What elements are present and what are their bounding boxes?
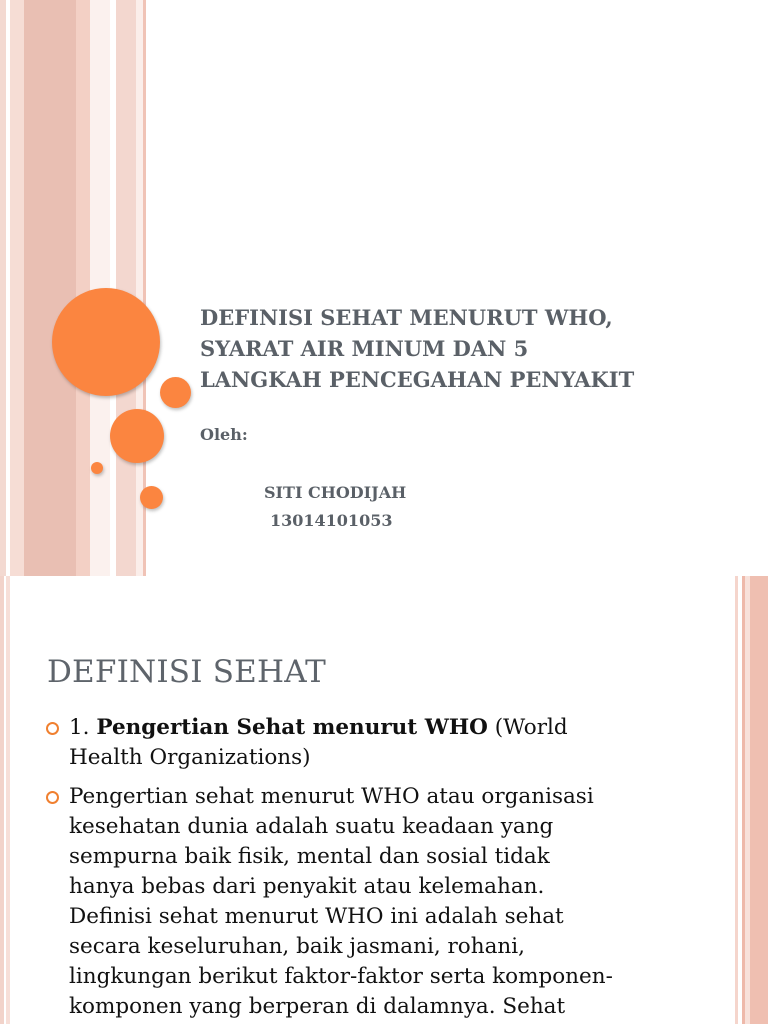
decor-circle-medium xyxy=(110,409,164,463)
decor-stripe xyxy=(24,0,76,576)
bullet-line: Pengertian sehat menurut WHO atau organisasi xyxy=(69,784,594,809)
bullet-list xyxy=(44,713,694,1031)
decor-circle-small xyxy=(140,486,163,509)
bullet-line xyxy=(69,713,694,743)
decor-stripe xyxy=(735,576,738,1024)
decor-circle-large xyxy=(52,288,160,396)
decor-circle-tiny xyxy=(91,462,103,474)
decor-stripe xyxy=(76,0,90,576)
author-name: SITI CHODIJAH xyxy=(264,483,407,502)
bullet-circle-icon xyxy=(46,791,59,804)
decor-stripe xyxy=(10,0,24,576)
bullet-line: secara keseluruhan, baik jasmani, rohani, xyxy=(69,934,525,959)
list-item xyxy=(44,782,694,1022)
bullet-line: hanya bebas dari penyakit atau kelemahan. xyxy=(69,874,545,899)
bullet-line: Health Organizations) xyxy=(69,745,311,770)
title-line: LANGKAH PENCEGAHAN PENYAKIT xyxy=(200,367,635,392)
item-bold-heading: Pengertian Sehat menurut WHO xyxy=(96,715,488,740)
bullet-line: lingkungan berikut faktor-faktor serta komponen- xyxy=(69,964,613,989)
bullet-line: kesehatan dunia adalah suatu keadaan yang xyxy=(69,814,554,839)
slide-heading: DEFINISI SEHAT xyxy=(47,654,327,690)
list-item xyxy=(44,713,694,773)
bullet-circle-icon xyxy=(46,722,59,735)
item-text: (World xyxy=(487,715,568,740)
title-line: SYARAT AIR MINUM DAN 5 xyxy=(200,336,529,361)
decor-stripe xyxy=(0,576,4,1024)
title-line: DEFINISI SEHAT MENURUT WHO, xyxy=(200,305,613,330)
bullet-line: sempurna baik fisik, mental dan sosial tidak xyxy=(69,844,550,869)
item-number: 1. xyxy=(69,715,97,740)
decor-circle-small xyxy=(160,377,191,408)
decor-stripe xyxy=(750,576,768,1024)
presentation-title xyxy=(200,302,740,395)
bullet-line: komponen yang berperan di dalamnya. Sehat xyxy=(69,994,566,1019)
by-label: Oleh: xyxy=(200,425,248,444)
decor-stripe xyxy=(116,0,136,576)
decor-stripe xyxy=(0,0,6,576)
student-id: 13014101053 xyxy=(270,511,393,530)
bullet-line: Definisi sehat menurut WHO ini adalah sehat xyxy=(69,904,564,929)
decor-stripe xyxy=(6,576,10,1024)
